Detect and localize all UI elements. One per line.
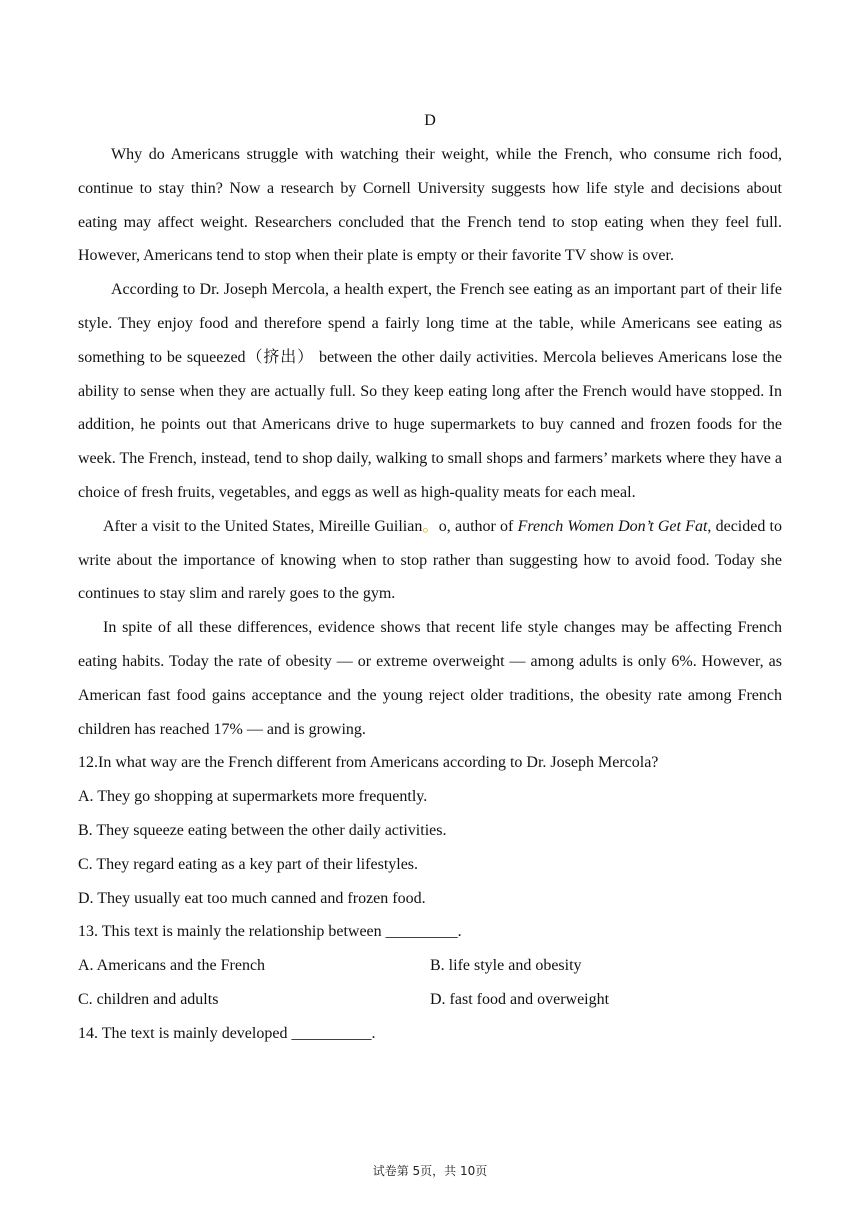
passage-paragraph-1: Why do Americans struggle with watching their weight, while the French, who consume rich food, continue to stay thin? Now a research by Cornell University suggests how life style and decisions about eating may affect weight. Researchers concluded that the French tend to stop eating when they feel full. However, Americans tend to stop when their plate is empty or their favorite TV show is over.	[78, 146, 782, 265]
passage-paragraph-4: In spite of all these differences, evidence shows that recent life style changes may be affecting French eating habits. Today the rate of obesity — or extreme overweight — among adults is only 6%. However, as American fast food gains acceptance and the young reject older traditions, the obesity rate among French children has reached 17% — and is growing.	[78, 619, 782, 738]
question-13-options-row-2	[78, 983, 782, 1017]
passage-paragraph-2: According to Dr. Joseph Mercola, a health expert, the French see eating as an important part of their life style. They enjoy food and therefore spend a fairly long time at the table, while Americans see eating as something to be squeezed（挤出） between the other daily activities. Mercola believes Americans lose the ability to sense when they are actually full. So they keep eating long after the French would have stopped. In addition, he points out that Americans drive to huge supermarkets to buy canned and frozen foods for the week. The French, instead, tend to shop daily, walking to small shops and farmers’ markets where they have a choice of fresh fruits, vegetables, and eggs as well as high-quality meats for each meal.	[78, 281, 782, 501]
book-title: French Women Don’t Get Fat	[517, 517, 708, 535]
question-12-option-c: C. They regard eating as a key part of their lifestyles.	[78, 855, 419, 873]
question-14-stem: 14. The text is mainly developed __________.	[78, 1024, 376, 1042]
exam-page	[78, 104, 782, 1051]
question-13-option-b: B. life style and obesity	[430, 957, 582, 975]
paragraph-3-mid: o, author of	[438, 517, 518, 535]
question-12-stem: 12.In what way are the French different from Americans according to Dr. Joseph Mercola?	[78, 754, 659, 772]
question-13-option-d: D. fast food and overweight	[430, 990, 610, 1008]
question-12-option-a: A. They go shopping at supermarkets more frequently.	[78, 788, 428, 806]
page-footer: 试卷第 5页，共 10页	[372, 1164, 488, 1178]
question-13-option-a: A. Americans and the French	[78, 957, 266, 975]
paragraph-3-end: , decided to write about the importance of knowing when to stop rather than suggesting how to avoid food. Today she continues to stay slim and rarely goes to the gym.	[78, 517, 782, 603]
question-13-option-c: C. children and adults	[78, 990, 219, 1008]
paragraph-3-start: After a visit to the United States, Mireille Guilian	[103, 517, 423, 535]
question-12-option-b: B. They squeeze eating between the other daily activities.	[78, 821, 447, 839]
question-13-stem: 13. This text is mainly the relationship between _________.	[78, 923, 462, 941]
section-label: D	[424, 112, 436, 129]
passage-paragraph-3	[78, 510, 782, 611]
question-13-options-row-1	[78, 949, 782, 983]
stray-mark: 。	[422, 517, 439, 535]
question-12-option-d: D. They usually eat too much canned and frozen food.	[78, 889, 426, 907]
